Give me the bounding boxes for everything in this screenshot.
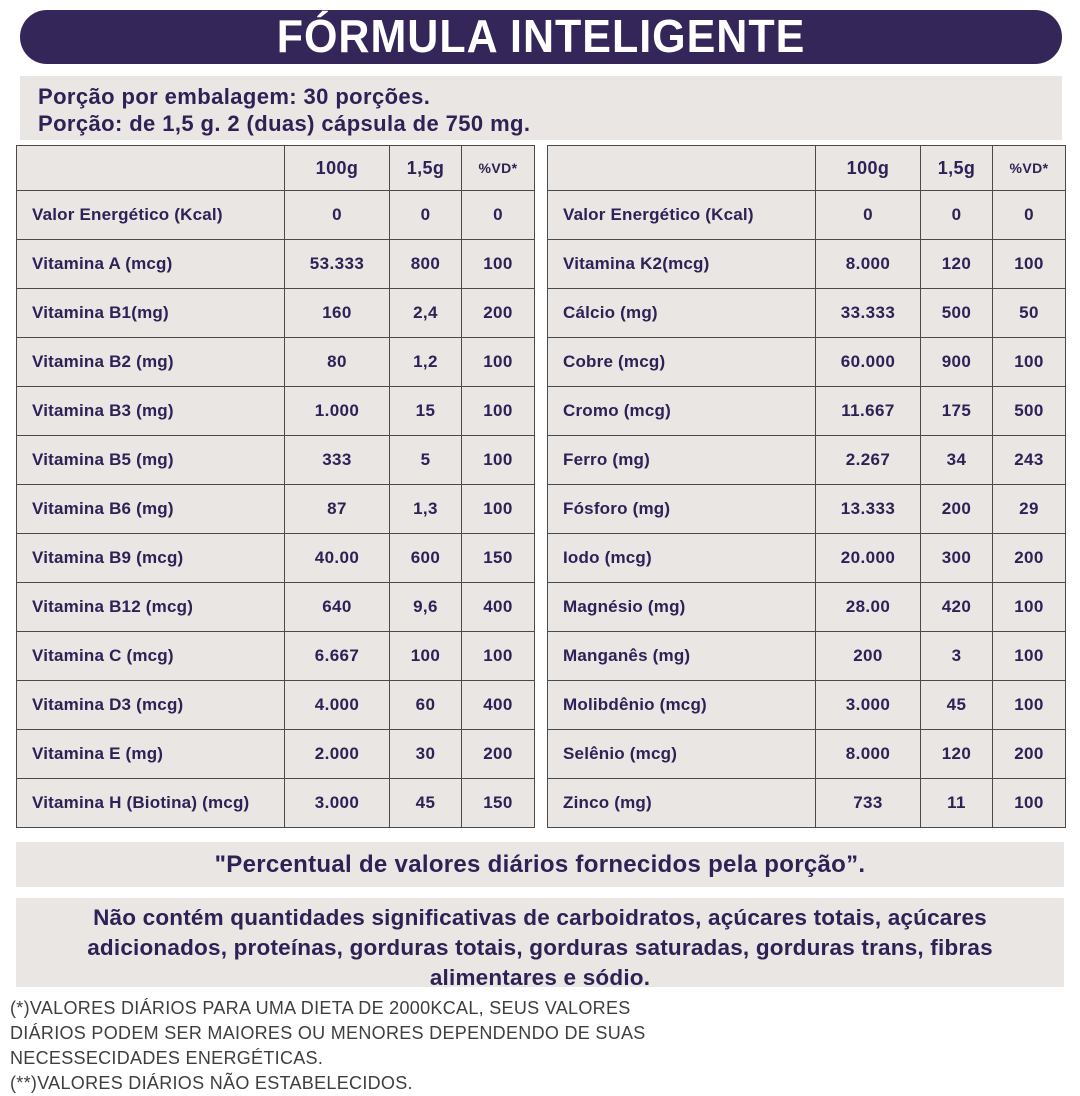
nutrient-value: 1.000 (285, 387, 390, 436)
nutrient-value: 100 (993, 583, 1066, 632)
footnote-line: NECESSECIDADES ENERGÉTICAS. (10, 1048, 324, 1068)
nutrient-value: 200 (816, 632, 921, 681)
column-header-100g: 100g (285, 146, 390, 191)
empty-header-cell (548, 146, 816, 191)
table-row (548, 289, 1066, 338)
nutrient-label: Vitamina D3 (mcg) (17, 681, 285, 730)
nutrient-value: 45 (390, 779, 462, 828)
serving-size: Porção: de 1,5 g. 2 (duas) cápsula de 750 mg. (38, 111, 531, 136)
nutrient-value: 0 (993, 191, 1066, 240)
nutrient-value: 28.00 (816, 583, 921, 632)
nutrient-value: 120 (921, 240, 993, 289)
nutrient-value: 400 (462, 583, 535, 632)
table-row (17, 191, 535, 240)
nutrient-value: 0 (462, 191, 535, 240)
nutrient-label: Iodo (mcg) (548, 534, 816, 583)
nutrient-value: 100 (390, 632, 462, 681)
nutrient-value: 11.667 (816, 387, 921, 436)
nutrient-label: Vitamina B9 (mcg) (17, 534, 285, 583)
nutrient-label: Vitamina A (mcg) (17, 240, 285, 289)
nutrient-value: 300 (921, 534, 993, 583)
nutrient-value: 100 (462, 240, 535, 289)
nutrient-value: 3.000 (285, 779, 390, 828)
nutrient-label: Cálcio (mg) (548, 289, 816, 338)
nutrient-value: 420 (921, 583, 993, 632)
nutrient-value: 30 (390, 730, 462, 779)
percent-daily-values-note: "Percentual de valores diários fornecidos pela porção”. (16, 842, 1064, 887)
nutrient-label: Selênio (mcg) (548, 730, 816, 779)
table-row (548, 632, 1066, 681)
nutrient-label: Vitamina B1(mg) (17, 289, 285, 338)
nutrient-value: 53.333 (285, 240, 390, 289)
table-row (548, 681, 1066, 730)
table-header-right (548, 146, 1066, 191)
nutrient-value: 0 (816, 191, 921, 240)
nutrient-value: 1,3 (390, 485, 462, 534)
table-row (548, 387, 1066, 436)
nutrient-value: 100 (993, 632, 1066, 681)
nutrient-label: Vitamina E (mg) (17, 730, 285, 779)
table-row (548, 338, 1066, 387)
nutrient-value: 3.000 (816, 681, 921, 730)
table-row (548, 191, 1066, 240)
nutrient-value: 200 (462, 289, 535, 338)
nutrient-value: 9,6 (390, 583, 462, 632)
column-header-100g: 100g (816, 146, 921, 191)
nutrient-label: Valor Energético (Kcal) (17, 191, 285, 240)
nutrient-label: Vitamina B5 (mg) (17, 436, 285, 485)
header-row (548, 146, 1066, 191)
nutrient-label: Vitamina K2(mcg) (548, 240, 816, 289)
nutrient-value: 29 (993, 485, 1066, 534)
nutrient-value: 150 (462, 779, 535, 828)
nutrient-value: 4.000 (285, 681, 390, 730)
nutrient-label: Cromo (mcg) (548, 387, 816, 436)
nutrient-value: 733 (816, 779, 921, 828)
nutrient-value: 500 (993, 387, 1066, 436)
table-header-left (17, 146, 535, 191)
title-banner (20, 10, 1062, 64)
nutrient-value: 8.000 (816, 730, 921, 779)
table-row (548, 534, 1066, 583)
nutrient-label: Cobre (mcg) (548, 338, 816, 387)
nutrient-value: 200 (921, 485, 993, 534)
nutrition-tables (16, 145, 1064, 828)
nutrient-value: 0 (921, 191, 993, 240)
nutrient-value: 100 (993, 240, 1066, 289)
table-row (17, 730, 535, 779)
table-row (548, 485, 1066, 534)
nutrient-value: 100 (462, 436, 535, 485)
nutrient-value: 600 (390, 534, 462, 583)
nutrient-value: 100 (462, 632, 535, 681)
serving-info-box (20, 76, 1062, 140)
nutrient-value: 100 (993, 681, 1066, 730)
table-row (17, 289, 535, 338)
nutrient-value: 40.00 (285, 534, 390, 583)
nutrient-value: 243 (993, 436, 1066, 485)
nutrient-value: 120 (921, 730, 993, 779)
nutrient-label: Ferro (mg) (548, 436, 816, 485)
nutrient-value: 200 (993, 730, 1066, 779)
nutrient-value: 45 (921, 681, 993, 730)
nutrient-value: 200 (462, 730, 535, 779)
nutrient-value: 100 (993, 779, 1066, 828)
table-row (17, 338, 535, 387)
footnote-line: (*)VALORES DIÁRIOS PARA UMA DIETA DE 2000KCAL, SEUS VALORES (10, 998, 631, 1018)
table-row (17, 240, 535, 289)
table-row (548, 583, 1066, 632)
nutrient-value: 34 (921, 436, 993, 485)
nutrient-value: 200 (993, 534, 1066, 583)
table-row (17, 681, 535, 730)
nutrient-label: Vitamina B2 (mg) (17, 338, 285, 387)
table-row (17, 387, 535, 436)
nutrient-label: Magnésio (mg) (548, 583, 816, 632)
nutrient-label: Vitamina B12 (mcg) (17, 583, 285, 632)
footnote-line: DIÁRIOS PODEM SER MAIORES OU MENORES DEPENDENDO DE SUAS (10, 1023, 646, 1043)
nutrient-value: 2,4 (390, 289, 462, 338)
table-row (548, 730, 1066, 779)
nutrient-value: 11 (921, 779, 993, 828)
footnotes (10, 996, 646, 1096)
nutrient-value: 1,2 (390, 338, 462, 387)
nutrient-value: 5 (390, 436, 462, 485)
table-row (17, 632, 535, 681)
nutrient-value: 50 (993, 289, 1066, 338)
nutrient-value: 60 (390, 681, 462, 730)
nutrient-label: Vitamina B6 (mg) (17, 485, 285, 534)
nutrient-value: 400 (462, 681, 535, 730)
table-row (17, 436, 535, 485)
column-header-vd: %VD* (462, 146, 535, 191)
serving-per-package: Porção por embalagem: 30 porções. (38, 84, 431, 109)
nutrient-value: 87 (285, 485, 390, 534)
table-row (548, 779, 1066, 828)
nutrient-label: Vitamina B3 (mg) (17, 387, 285, 436)
nutrient-value: 2.267 (816, 436, 921, 485)
nutrient-value: 60.000 (816, 338, 921, 387)
nutrient-value: 6.667 (285, 632, 390, 681)
nutrient-value: 800 (390, 240, 462, 289)
nutrient-label: Vitamina C (mcg) (17, 632, 285, 681)
nutrient-label: Molibdênio (mcg) (548, 681, 816, 730)
nutrient-value: 0 (390, 191, 462, 240)
nutrient-value: 20.000 (816, 534, 921, 583)
nutrient-value: 100 (462, 387, 535, 436)
nutrient-value: 33.333 (816, 289, 921, 338)
column-header-1-5g: 1,5g (390, 146, 462, 191)
table-row (17, 534, 535, 583)
nutrient-value: 13.333 (816, 485, 921, 534)
table-body-right (548, 191, 1066, 828)
nutrient-value: 80 (285, 338, 390, 387)
nutrient-value: 0 (285, 191, 390, 240)
header-row (17, 146, 535, 191)
nutrient-value: 333 (285, 436, 390, 485)
nutrient-label: Manganês (mg) (548, 632, 816, 681)
column-header-vd: %VD* (993, 146, 1066, 191)
nutrient-label: Fósforo (mg) (548, 485, 816, 534)
nutrient-value: 100 (993, 338, 1066, 387)
footnote-line: (**)VALORES DIÁRIOS NÃO ESTABELECIDOS. (10, 1073, 413, 1093)
nutrient-label: Zinco (mg) (548, 779, 816, 828)
nutrient-value: 8.000 (816, 240, 921, 289)
nutrient-label: Valor Energético (Kcal) (548, 191, 816, 240)
nutrient-value: 175 (921, 387, 993, 436)
no-significant-amounts-note: Não contém quantidades significativas de carboidratos, açúcares totais, açúcares adicionados, proteínas, gorduras totais, gorduras saturadas, gorduras trans, fibras alimentares e sódio. (16, 898, 1064, 987)
nutrient-value: 100 (462, 338, 535, 387)
nutrient-value: 100 (462, 485, 535, 534)
nutrient-value: 2.000 (285, 730, 390, 779)
nutrient-value: 160 (285, 289, 390, 338)
nutrient-value: 15 (390, 387, 462, 436)
table-row (17, 485, 535, 534)
table-row (548, 436, 1066, 485)
nutrition-table-right (547, 145, 1066, 828)
table-row (548, 240, 1066, 289)
nutrient-value: 150 (462, 534, 535, 583)
nutrient-label: Vitamina H (Biotina) (mcg) (17, 779, 285, 828)
page-title: FÓRMULA INTELIGENTE (276, 10, 806, 63)
nutrient-value: 500 (921, 289, 993, 338)
table-row (17, 583, 535, 632)
table-body-left (17, 191, 535, 828)
nutrient-value: 3 (921, 632, 993, 681)
empty-header-cell (17, 146, 285, 191)
nutrition-table-left (16, 145, 535, 828)
table-row (17, 779, 535, 828)
nutrient-value: 640 (285, 583, 390, 632)
column-header-1-5g: 1,5g (921, 146, 993, 191)
nutrient-value: 900 (921, 338, 993, 387)
